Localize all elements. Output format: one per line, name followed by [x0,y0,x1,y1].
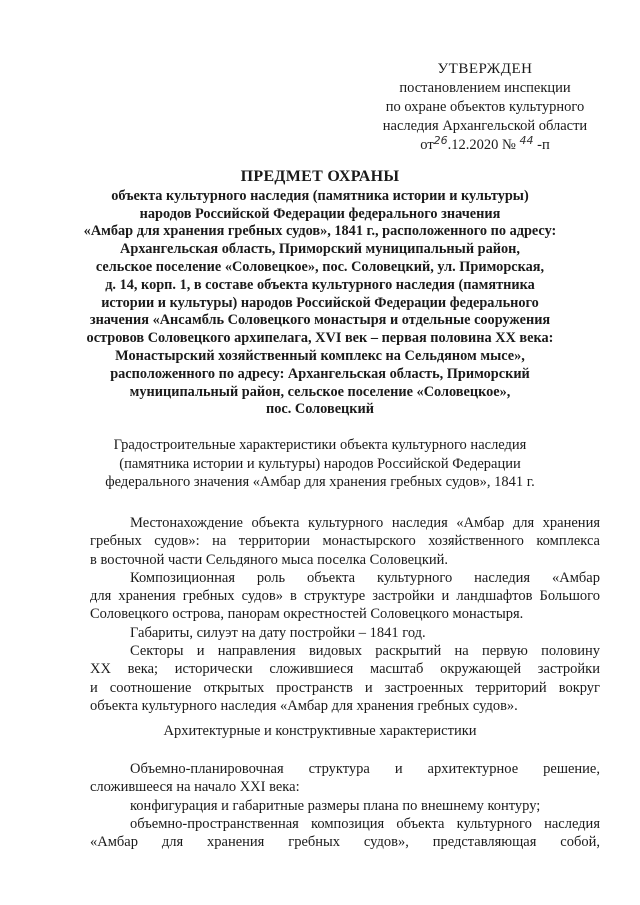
section-title-line: федерального значения «Амбар для хранения гребных судов», 1841 г. [105,474,535,490]
section-architectural-characteristics [80,722,560,741]
paragraph-composition-volume: объемно-пространственная композиция объекта культурного наследия [130,815,600,832]
approval-line-3: наследия Архангельской области [382,118,588,134]
handwritten-day: 26 [433,134,448,147]
heading-line: значения «Ансамбль Соловецкого монастыря и отдельные сооружения [89,312,551,329]
paragraph-configuration: конфигурация и габаритные размеры плана по внешнему контуру; [130,797,541,814]
heading-line: расположенного по адресу: Архангельская область, Приморский [110,365,530,382]
paragraph-location: гребных судов»: на территории монастырского хозяйственного комплекса [90,533,600,550]
paragraph-composition: Соловецкого острова, панорам окрестностей Соловецкого монастыря. [90,606,524,623]
heading-line: сельское поселение «Соловецкое», пос. Соловецкий, ул. Приморская, [95,258,545,275]
paragraph-dimensions: Габариты, силуэт на дату постройки – 1841 год. [130,624,426,641]
approval-title: УТВЕРЖДЕН [437,61,533,77]
date-prefix: от [420,137,434,153]
subject-heading [80,168,560,419]
heading-line: народов Российской Федерации федерального значения [139,205,501,222]
paragraph-view-sectors: и соотношение открытых пространств и застроенных территорий вокруг [90,679,600,696]
approval-line-2: по охране объектов культурного [385,99,585,115]
body-paragraphs-1 [90,514,600,715]
body-paragraphs-2 [90,760,600,851]
heading-title: ПРЕДМЕТ ОХРАНЫ [240,168,400,185]
section-title-line: Архитектурные и конструктивные характеристики [163,723,477,739]
approval-date-line [360,136,610,155]
paragraph-composition-volume: «Амбар для хранения гребных судов», представляющая собой, [90,834,600,851]
paragraph-view-sectors: Секторы и направления видовых раскрытий на первую половину [130,643,600,660]
paragraph-view-sectors: XX века; исторически сложившиеся масштаб окружающей застройки [90,661,600,678]
approval-block [360,60,610,155]
section-title-line: (памятника истории и культуры) народов Российской Федерации [119,455,521,472]
heading-line: объекта культурного наследия (памятника истории и культуры) [111,187,529,204]
paragraph-view-sectors: объекта культурного наследия «Амбар для хранения гребных судов». [90,697,518,714]
heading-line: муниципальный район, сельское поселение «Соловецкое», [129,383,511,400]
handwritten-number: 44 [519,134,534,147]
heading-line: пос. Соловецкий [266,401,374,418]
paragraph-structure: Объемно-планировочная структура и архитектурное решение, [130,761,600,777]
date-rest: .12.2020 № [447,137,516,153]
approval-line-1: постановлением инспекции [399,80,571,96]
paragraph-structure: сложившееся на начало XXI века: [90,779,300,796]
section-urban-characteristics [80,436,560,492]
heading-line: Монастырский хозяйственный комплекс на Сельдяном мысе», [115,347,525,364]
heading-line: истории и культуры) народов Российской Федерации федерального [101,294,539,311]
number-suffix: -п [537,137,550,153]
paragraph-composition: для хранения гребных судов» в структуре застройки и ландшафтов Большого [90,588,600,605]
heading-line: д. 14, корп. 1, в составе объекта культурного наследия (памятника [105,276,535,293]
heading-line: «Амбар для хранения гребных судов», 1841 г., расположенного по адресу: [83,223,557,240]
paragraph-location: Местонахождение объекта культурного наследия «Амбар для хранения [130,515,600,531]
section-title-line: Градостроительные характеристики объекта культурного наследия [113,437,527,453]
paragraph-location: в восточной части Сельдяного мыса поселка Соловецкий. [90,551,449,568]
paragraph-composition: Композиционная роль объекта культурного наследия «Амбар [130,569,600,586]
heading-line: Архангельская область, Приморский муниципальный район, [120,241,520,258]
heading-line: островов Соловецкого архипелага, XVI век – первая половина XX века: [86,330,554,347]
